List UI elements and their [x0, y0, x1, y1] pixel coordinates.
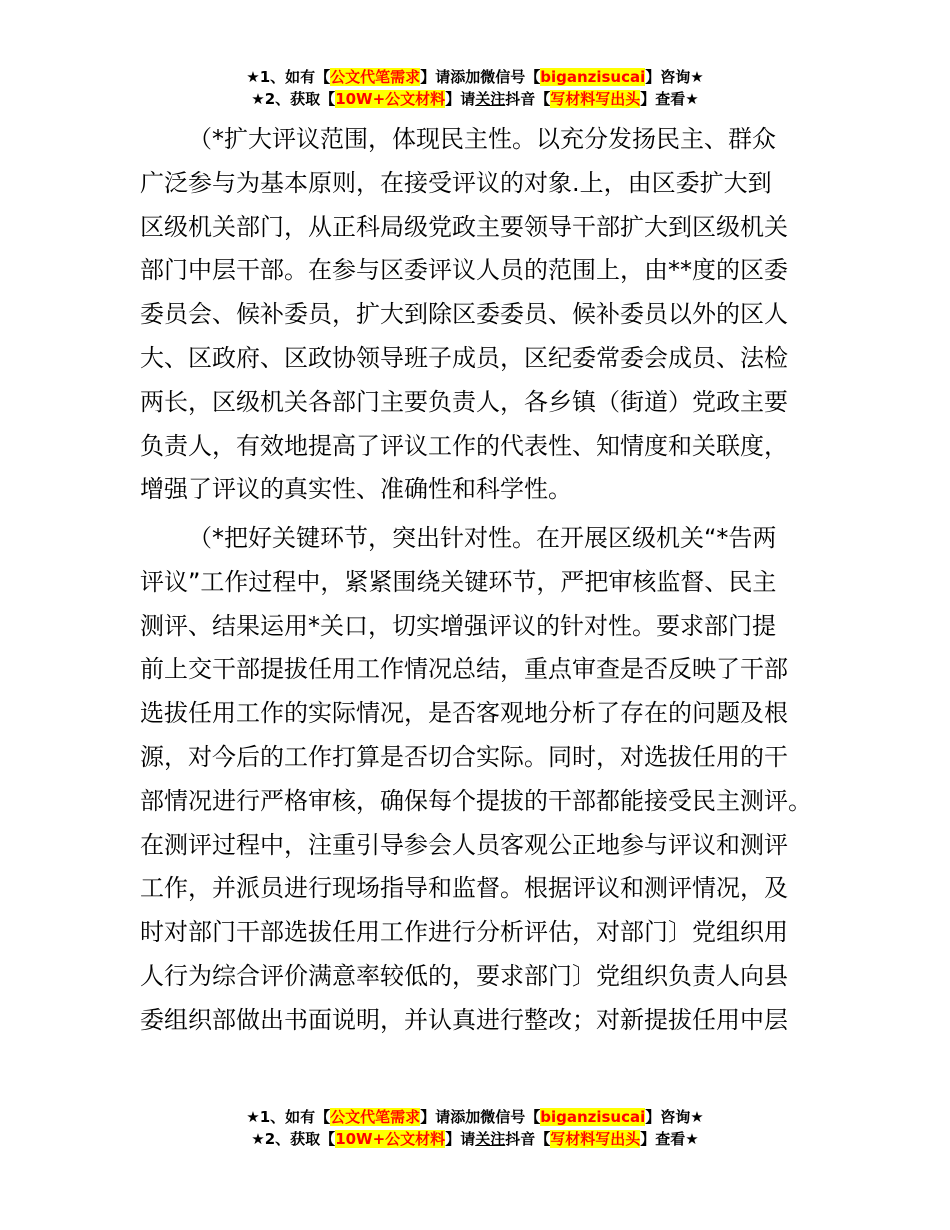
text-line: （*扩大评议范围，体现民主性。以充分发扬民主、群众 — [188, 125, 776, 153]
text-line: 委员会、候补委员，扩大到除区委委员、候补委员以外的区人 — [140, 300, 788, 329]
text-line: 区级机关部门，从正科局级党政主要领导干部扩大到区级机关 — [140, 212, 788, 241]
highlight-materials: 10W+公文材料 — [335, 90, 446, 108]
footer-promo-banner — [0, 1106, 950, 1150]
highlight-wechat-id: biganzisucai — [540, 1108, 646, 1126]
text-line: 选拔任用工作的实际情况，是否客观地分析了存在的问题及根 — [140, 699, 788, 728]
text-line: 在测评过程中，注重引导参会人员客观公正地参与评议和测评 — [140, 830, 788, 859]
header-promo-banner — [0, 66, 950, 110]
text-line: 评议”工作过程中，紧紧围绕关键环节，严把审核监督、民主 — [140, 567, 777, 596]
star-icon: ★ — [251, 1130, 265, 1148]
highlight-wechat-id: biganzisucai — [540, 68, 646, 86]
paragraph-key-links — [140, 517, 830, 1043]
highlight-douyin-account: 写材料写出头 — [550, 1130, 641, 1148]
underline-follow: 关注 — [475, 1130, 506, 1148]
text-line: 两长，区级机关各部门主要负责人，各乡镇（街道）党政主要 — [140, 387, 788, 416]
underline-follow: 关注 — [475, 90, 506, 108]
highlight-douyin-account: 写材料写出头 — [550, 90, 641, 108]
text-line: 测评、结果运用*关口，切实增强评议的针对性。要求部门提 — [140, 611, 776, 640]
text-line: 前上交干部提拔任用工作情况总结，重点审查是否反映了干部 — [140, 655, 788, 684]
highlight-ghostwriting: 公文代笔需求 — [330, 1108, 421, 1126]
text-line: 部情况进行严格审核，确保每个提拔的干部都能接受民主测评。 — [140, 786, 812, 815]
highlight-materials: 10W+公文材料 — [335, 1130, 446, 1148]
text-line: 增强了评议的真实性、准确性和科学性。 — [140, 475, 572, 504]
star-icon: ★ — [246, 1108, 260, 1126]
star-icon: ★ — [246, 68, 260, 86]
text-line: 委组织部做出书面说明，并认真进行整改；对新提拔任用中层 — [140, 1005, 788, 1034]
text-line: 部门中层干部。在参与区委评议人员的范围上，由**度的区委 — [140, 256, 788, 285]
text-line: 源，对今后的工作打算是否切合实际。同时，对选拔任用的干 — [140, 742, 788, 771]
text-line: 大、区政府、区政协领导班子成员，区纪委常委会成员、法检 — [140, 343, 788, 372]
text-line: 广泛参与为基本原则，在接受评议的对象.上，由区委扩大到 — [140, 168, 772, 197]
star-icon: ★ — [251, 90, 265, 108]
footer-promo-line-1: ★1、如有【公文代笔需求】请添加微信号【biganzisucai】咨询★ — [246, 1108, 704, 1126]
text-line: （*把好关键环节，突出针对性。在开展区级机关“*告两 — [188, 524, 777, 552]
text-line: 负责人，有效地提高了评议工作的代表性、知情度和关联度， — [140, 431, 788, 460]
text-line: 人行为综合评价满意率较低的，要求部门〕党组织负责人向县 — [140, 961, 788, 990]
text-line: 时对部门干部选拔任用工作进行分析评估，对部门〕党组织用 — [140, 918, 788, 947]
footer-promo-line-2: ★2、获取【10W+公文材料】请关注抖音【写材料写出头】查看★ — [251, 1130, 699, 1148]
header-promo-line-2: ★2、获取【10W+公文材料】请关注抖音【写材料写出头】查看★ — [251, 90, 699, 108]
text-line: 工作，并派员进行现场指导和监督。根据评议和测评情况，及 — [140, 874, 788, 903]
header-promo-line-1: ★1、如有【公文代笔需求】请添加微信号【biganzisucai】咨询★ — [246, 68, 704, 86]
paragraph-expand-scope — [140, 118, 830, 512]
highlight-ghostwriting: 公文代笔需求 — [330, 68, 421, 86]
